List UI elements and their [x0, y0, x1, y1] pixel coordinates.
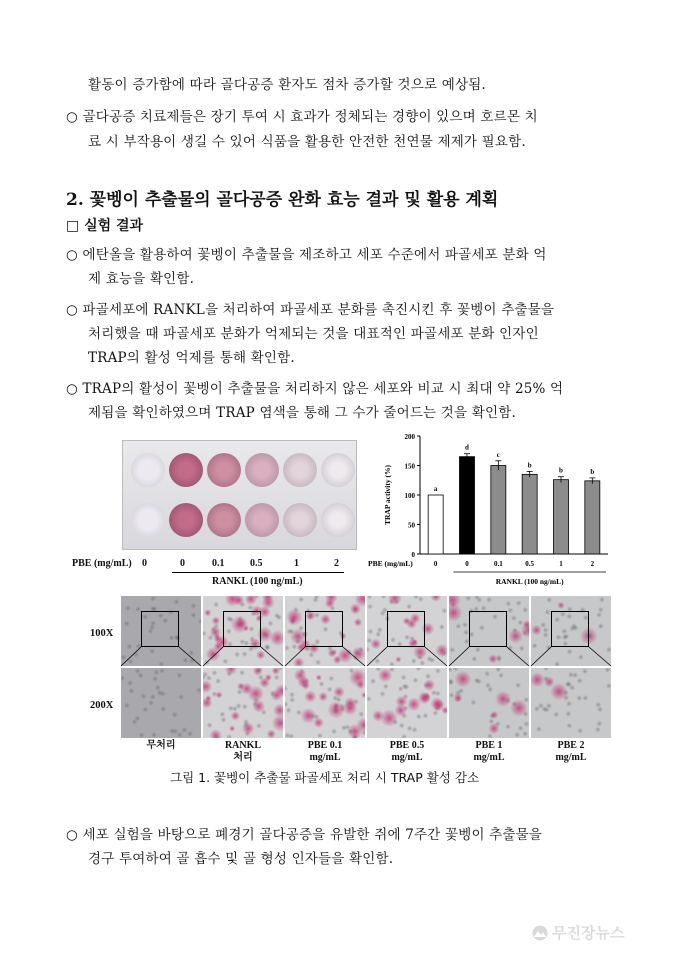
mag-100x-label: 100X	[90, 628, 114, 639]
label-line-2: mg/mL	[391, 752, 423, 763]
well	[321, 503, 355, 537]
zoom-region-box	[387, 611, 425, 647]
y-tick-label: 150	[404, 462, 415, 471]
significance-letter: a	[433, 485, 438, 493]
bullet-3-line-1: ○ 파골세포에 RANKL을 처리하여 파골세포 분화를 촉진시킨 후 꽃벵이 추출물을	[66, 302, 555, 318]
significance-letter: d	[465, 443, 469, 452]
group-label: RANKL (100 ng/mL)	[495, 577, 564, 586]
watermark	[532, 922, 624, 943]
plate-dose-label: 2	[334, 558, 339, 569]
plate-dose-label: 0	[180, 558, 185, 569]
significance-letter: c	[496, 450, 500, 459]
paragraph-continuation: 활동이 증가함에 따라 골다공증 환자도 점차 증가할 것으로 예상됨.	[88, 77, 486, 93]
bullet-2-line-1: ○ 에탄올을 활용하여 꽃벵이 추출물을 제조하고 세포 수준에서 파골세포 분화 억	[66, 247, 547, 263]
x-tick-label: 0.5	[525, 560, 535, 568]
zoom-region-box	[305, 611, 343, 647]
bullet-1-line-2: 료 시 부작용이 생길 수 있어 식품을 활용한 안전한 천연물 제제가 필요함.	[88, 134, 526, 150]
well	[207, 453, 241, 487]
label-line-1: 무처리	[146, 740, 176, 751]
x-tick-label: 0	[433, 560, 438, 568]
bullet-5-line-1: ○ 세포 실험을 바탕으로 폐경기 골다공증을 유발한 쥐에 7주간 꽃벵이 추출물을	[66, 827, 543, 843]
label-line-1: PBE 2	[557, 740, 585, 751]
well-plate-photo	[122, 440, 357, 550]
plate-rankl-label: RANKL (100 ng/mL)	[212, 576, 303, 587]
bullet-4-line-1: ○ TRAP의 활성이 꽃벵이 추출물을 처리하지 않은 세포와 비교 시 최대 약 25% 억	[66, 381, 564, 397]
y-axis-label: TRAP activity (%)	[383, 465, 392, 525]
bar	[491, 466, 506, 555]
bullet-3-line-2: 처리했을 때 파골세포 분화가 억제되는 것을 대표적인 파골세포 분화 인자인	[88, 326, 539, 342]
micrograph	[531, 668, 611, 738]
well	[207, 503, 241, 537]
bar	[585, 481, 600, 554]
y-tick-label: 200	[404, 433, 415, 441]
bullet-2-line-2: 제 효능을 확인함.	[88, 271, 195, 287]
x-axis-label: PBE (mg/mL)	[368, 559, 413, 568]
label-line-2: mg/mL	[555, 752, 587, 763]
micrograph	[449, 596, 529, 666]
y-tick-label: 50	[408, 521, 415, 530]
zoom-region-box	[223, 611, 261, 647]
significance-letter: b	[590, 467, 595, 476]
zoom-region-box	[141, 611, 179, 647]
zoom-region-box	[551, 611, 589, 647]
micrograph	[285, 668, 365, 738]
micrograph-column-label	[449, 740, 529, 764]
bullet-3-line-3: TRAP의 활성 억제를 통해 확인함.	[88, 350, 295, 366]
figure-caption: 그림 1. 꽃벵이 추출물 파골세포 처리 시 TRAP 활성 감소	[170, 770, 480, 785]
bullet-5-line-2: 경구 투여하여 골 흡수 및 골 형성 인자들을 확인함.	[88, 851, 394, 867]
label-line-1: PBE 1	[475, 740, 503, 751]
micrograph-column-label	[367, 740, 447, 764]
well	[283, 453, 317, 487]
micrograph-column-label	[121, 740, 201, 752]
subsection-title: □ 실험 결과	[66, 218, 144, 234]
plate-dose-label: 0	[142, 558, 147, 569]
well	[169, 503, 203, 537]
plate-dose-label: 1	[294, 558, 299, 569]
bar	[460, 457, 475, 554]
plate-dose-label: 0.1	[212, 558, 225, 569]
micrograph	[121, 668, 201, 738]
x-tick-label: 1	[559, 560, 563, 568]
label-line-2: 처리	[233, 752, 253, 763]
well	[283, 503, 317, 537]
watermark-text: 무진장뉴스	[552, 924, 625, 942]
well	[131, 503, 165, 537]
bullet-1-line-1: ○ 골다공증 치료제들은 장기 투여 시 효과가 정체되는 경향이 있으며 호르몬 치	[66, 109, 538, 125]
x-tick-label: 2	[590, 560, 595, 568]
micrograph	[531, 596, 611, 666]
well	[245, 503, 279, 537]
x-tick-label: 0	[465, 560, 469, 568]
section-title: 2. 꽃벵이 추출물의 골다공증 완화 효능 결과 및 활용 계획	[66, 190, 499, 210]
micrograph	[285, 596, 365, 666]
label-line-1: RANKL	[224, 740, 262, 751]
micrograph	[449, 668, 529, 738]
significance-letter: b	[527, 461, 532, 470]
significance-letter: b	[559, 466, 563, 475]
micrograph	[203, 596, 283, 666]
well	[321, 453, 355, 487]
mountain-icon	[532, 925, 548, 941]
well	[245, 453, 279, 487]
plate-pbe-label: PBE (mg/mL)	[72, 558, 132, 569]
bar	[428, 495, 443, 554]
micrograph	[203, 668, 283, 738]
label-line-1: PBE 0.5	[389, 740, 425, 751]
plate-dose-label: 0.5	[250, 558, 263, 569]
y-tick-label: 0	[411, 551, 415, 559]
label-line-2: mg/mL	[309, 752, 341, 763]
trap-activity-chart	[368, 428, 618, 594]
bar	[554, 480, 569, 554]
plate-rankl-bracket	[172, 572, 344, 573]
micrograph	[367, 596, 447, 666]
well	[169, 453, 203, 487]
micrograph-column-label	[285, 740, 365, 764]
micrograph-column-label	[531, 740, 611, 764]
bullet-4-line-2: 제됨을 확인하였으며 TRAP 염색을 통해 그 수가 줄어드는 것을 확인함.	[88, 405, 516, 421]
bar	[522, 474, 537, 554]
x-tick-label: 0.1	[493, 560, 503, 568]
micrograph	[367, 668, 447, 738]
y-tick-label: 100	[404, 492, 415, 500]
well	[131, 453, 165, 487]
mag-200x-label: 200X	[90, 700, 114, 711]
micrograph	[121, 596, 201, 666]
label-line-1: PBE 0.1	[307, 740, 343, 751]
label-line-2: mg/mL	[473, 752, 505, 763]
micrograph-column-label	[203, 740, 283, 764]
zoom-region-box	[469, 611, 507, 647]
